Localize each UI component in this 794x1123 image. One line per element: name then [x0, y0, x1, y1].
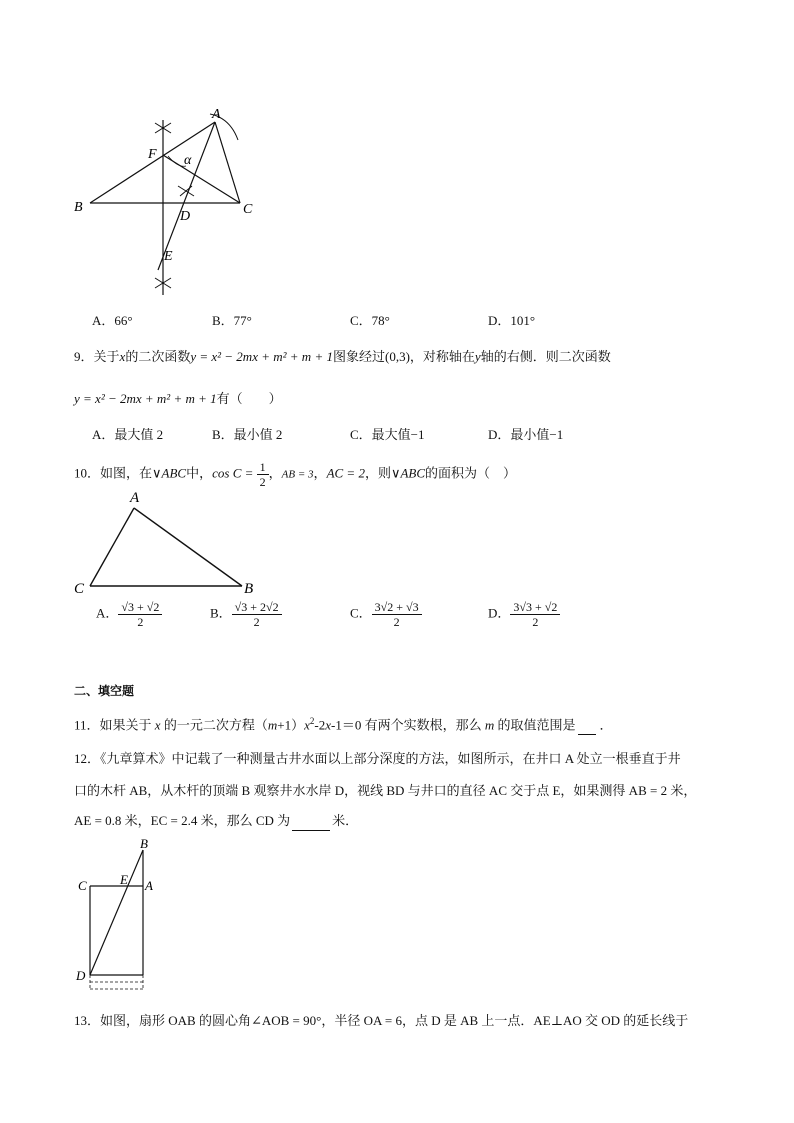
- label-F: F: [148, 147, 157, 162]
- q12-line2: 口的木杆 AB，从木杆的顶端 B 观察井水水岸 D，视线 BD 与井口的直径 AC 交于点 E，如果测得 AB = 2 米，: [74, 783, 697, 798]
- figure-q10: [70, 488, 270, 598]
- label-B: B: [244, 581, 254, 597]
- q9-line1: 9．关于x的二次函数y = x² − 2mx + m² + m + 1图象经过(0,3)，对称轴在y轴的右侧．则二次函数: [74, 349, 611, 364]
- q9-option-d: D．最小值−1: [488, 427, 564, 442]
- label-alpha: α: [184, 153, 192, 168]
- q8-option-d: D．101°: [488, 313, 536, 328]
- label-C: C: [74, 581, 85, 597]
- label-D: D: [180, 209, 191, 224]
- label-A: A: [145, 878, 153, 893]
- q10-option-b: B． $\frac{√3 + 2√2}{2}$: [210, 600, 282, 629]
- figure-q8: [60, 100, 280, 310]
- q9-option-b: B．最小值 2: [212, 427, 283, 442]
- q10-line1: 10．如图，在∨ABC中，cos C = $\frac{1}{2}$ ，AB = 3，AC = 2，则∨ABC的面积为（ ）: [74, 460, 517, 489]
- label-A: A: [130, 490, 140, 506]
- q10-option-a: A． $\frac{√3 + √2}{2}$: [96, 600, 162, 629]
- label-C: C: [78, 878, 87, 893]
- answer-blank[interactable]: [292, 812, 330, 831]
- figure-q12: [70, 838, 180, 998]
- q12-line3: AE = 0.8 米，EC = 2.4 米，那么 CD 为 米．: [74, 812, 358, 831]
- q9-line2: y = x² − 2mx + m² + m + 1有（ ）: [74, 391, 282, 406]
- q10-option-d: D． $\frac{3√3 + √2}{2}$: [488, 600, 560, 629]
- q8-option-a: A．66°: [92, 313, 133, 328]
- q8-option-b: B．77°: [212, 313, 252, 328]
- q9-option-a: A．最大值 2: [92, 427, 164, 442]
- q10-option-c: C． $\frac{3√2 + √3}{2}$: [350, 600, 422, 629]
- label-B: B: [140, 838, 148, 851]
- label-B: B: [74, 200, 83, 215]
- cos-fraction: $\frac{1}{2}$: [257, 460, 269, 489]
- q8-option-c: C．78°: [350, 313, 390, 328]
- label-E: E: [164, 249, 173, 264]
- label-E: E: [120, 872, 128, 887]
- label-C: C: [243, 202, 253, 217]
- q11-line: 11．如果关于 x 的一元二次方程$(m+1)x^2-2x-1=0$ 有两个实数根，那么 m 的取值范围是 ．: [74, 712, 613, 735]
- section-title-fill-in: 二、填空题: [74, 684, 135, 698]
- q9-option-c: C．最大值−1: [350, 427, 425, 442]
- label-A: A: [212, 107, 221, 122]
- q13-line1: 13．如图，扇形 OAB 的圆心角∠AOB = 90°，半径 OA = 6，点 D 是 AB 上一点．AE⊥AO 交 OD 的延长线于: [74, 1013, 689, 1028]
- label-D: D: [76, 968, 86, 983]
- answer-blank[interactable]: [578, 716, 596, 735]
- q12-line1: 12．《九章算术》中记载了一种测量古井水面以上部分深度的方法，如图所示，在井口 A 处立一根垂直于井: [74, 751, 681, 766]
